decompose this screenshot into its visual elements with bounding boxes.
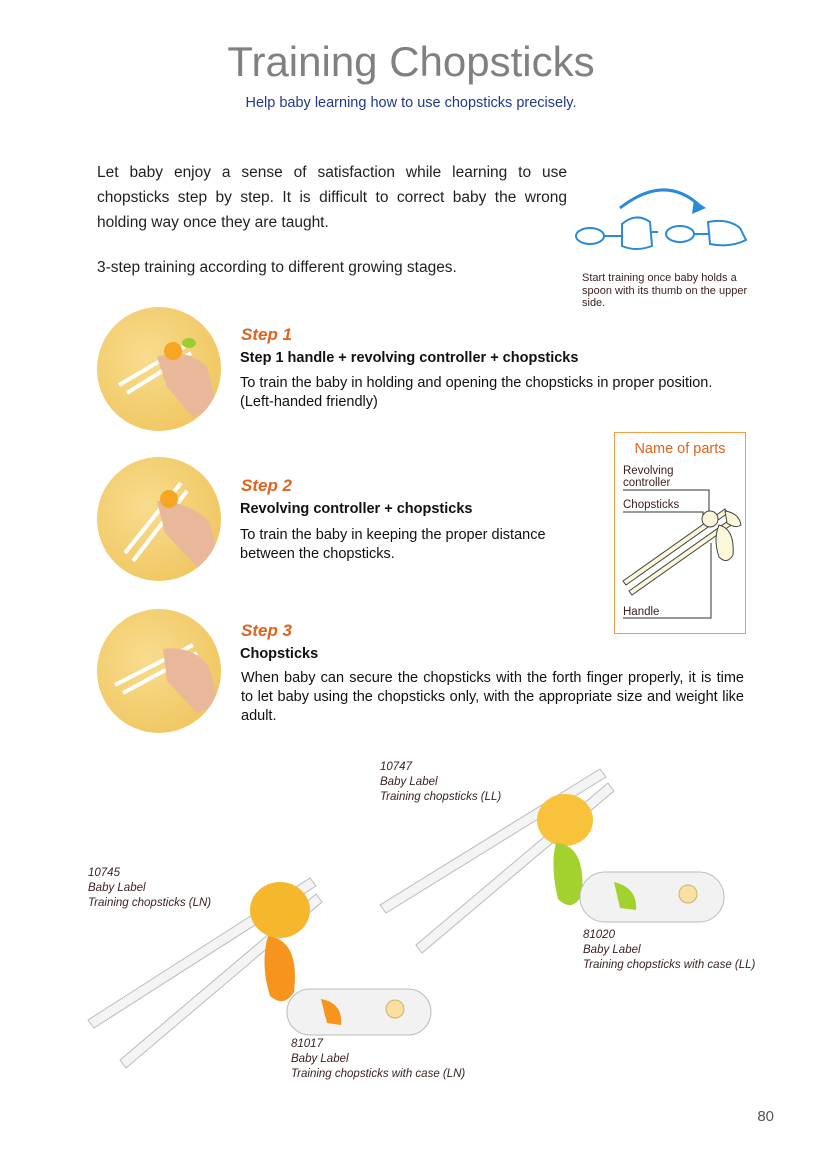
step3-description: When baby can secure the chopsticks with the forth finger properly, it is time to let baby using the chopsticks only, with the appropriate size and weight like adult. [241,670,744,724]
product-brand: Baby Label [380,776,438,788]
product-code: 81017 [291,1038,323,1050]
step3-title: Step 3 [241,621,293,640]
product-name: Training chopsticks (LL) [380,791,502,803]
product-name: Training chopsticks (LN) [88,897,212,909]
product-caption-81020 [583,928,755,973]
page-number: 80 [757,1108,774,1125]
intro-paragraph: Let baby enjoy a sense of satisfaction while learning to use chopsticks step by step. It is difficult to correct baby the wrong holding way once they are taught. [97,164,567,231]
page-title: Training Chopsticks [227,38,595,85]
product-brand: Baby Label [88,882,146,894]
step2-description: To train the baby in keeping the proper distance between the chopsticks. [240,527,546,562]
step2-photo [97,457,221,581]
product-brand: Baby Label [291,1053,349,1065]
part-label-revolving-controller: Revolving controller [623,465,674,489]
product-caption-10747 [380,760,501,805]
step3-photo [97,609,221,733]
step1-photo [97,307,221,431]
step2-title: Step 2 [241,476,293,495]
product-code: 81020 [583,929,615,941]
product-case-ln [285,985,435,1041]
spoon-tip-caption: Start training once baby holds a spoon with its thumb on the upper side. [582,272,748,309]
part-label-handle: Handle [623,606,660,618]
product-case-ll [578,868,728,928]
parts-diagram-box [614,432,746,634]
step3-subtitle: Chopsticks [240,646,319,662]
step2-hand-illustration [97,457,221,581]
product-caption-81017 [291,1037,465,1082]
parts-title: Name of parts [634,441,726,457]
part-label-chopsticks: Chopsticks [623,499,680,511]
step1-subtitle: Step 1 handle + revolving controller + chopsticks [240,350,579,366]
hand-left-icon [576,217,658,249]
hand-right-icon [666,221,746,245]
step3-hand-illustration [97,609,221,733]
step1-hand-illustration [97,307,221,431]
step1-description: To train the baby in holding and opening the chopsticks in proper position. (Left-handed friendly) [240,375,713,410]
arrow-curve [620,190,700,208]
spoon-holding-diagram [570,178,760,258]
intro-stages: 3-step training according to different growing stages. [97,259,457,276]
chopsticks-parts-illustration [615,433,745,633]
product-caption-10745 [88,866,211,911]
product-name: Training chopsticks with case (LL) [583,959,756,971]
arrow-head-icon [692,200,706,214]
product-code: 10745 [88,867,120,879]
step1-title: Step 1 [241,325,293,344]
product-code: 10747 [380,761,412,773]
product-name: Training chopsticks with case (LN) [291,1068,466,1080]
product-brand: Baby Label [583,944,641,956]
step2-subtitle: Revolving controller + chopsticks [240,501,473,517]
page-subtitle: Help baby learning how to use chopsticks precisely. [245,95,577,111]
